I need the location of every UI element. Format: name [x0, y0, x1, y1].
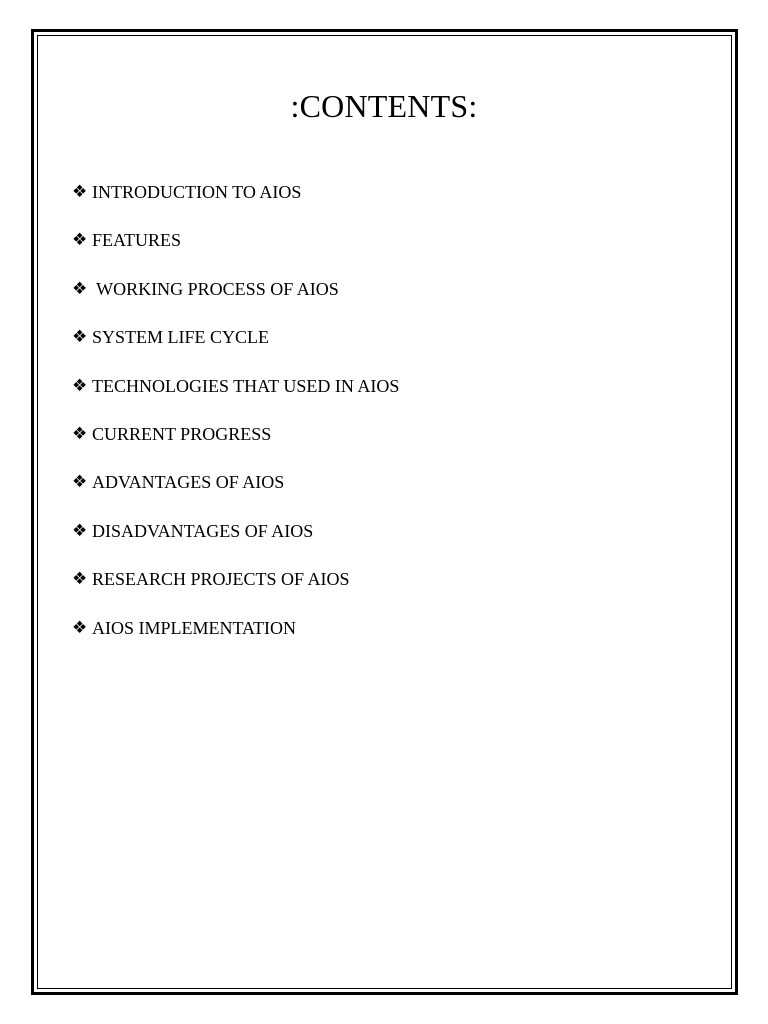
- list-item-label: FEATURES: [92, 230, 182, 251]
- four-diamond-bullet-icon: ❖: [72, 617, 88, 638]
- four-diamond-bullet-icon: ❖: [72, 569, 88, 590]
- contents-list: [72, 180, 399, 664]
- list-item-label: DISADVANTAGES OF AIOS: [92, 520, 314, 541]
- four-diamond-bullet-icon: ❖: [72, 278, 88, 299]
- list-item-label: INTRODUCTION TO AIOS: [92, 182, 302, 202]
- four-diamond-bullet-icon: ❖: [72, 230, 88, 251]
- list-item-label: AIOS IMPLEMENTATION: [92, 617, 297, 638]
- list-item: [72, 567, 399, 615]
- four-diamond-bullet-icon: ❖: [72, 375, 88, 396]
- four-diamond-bullet-icon: ❖: [72, 327, 88, 348]
- list-item: [72, 180, 399, 228]
- four-diamond-bullet-icon: ❖: [72, 472, 88, 493]
- four-diamond-bullet-icon: ❖: [72, 182, 88, 202]
- list-item: [72, 228, 399, 276]
- four-diamond-bullet-icon: ❖: [72, 423, 88, 444]
- list-item-label: RESEARCH PROJECTS OF AIOS: [92, 569, 350, 590]
- four-diamond-bullet-icon: ❖: [72, 520, 88, 541]
- list-item-label: ADVANTAGES OF AIOS: [92, 472, 285, 493]
- list-item: [72, 616, 399, 664]
- list-item-label: SYSTEM LIFE CYCLE: [92, 327, 270, 348]
- list-item: [72, 422, 399, 470]
- list-item-label: TECHNOLOGIES THAT USED IN AIOS: [92, 375, 400, 396]
- list-item-label: CURRENT PROGRESS: [92, 423, 272, 444]
- list-item-label: WORKING PROCESS OF AIOS: [92, 278, 339, 299]
- list-item: [72, 325, 399, 373]
- list-item: [72, 277, 399, 325]
- list-item: [72, 374, 399, 422]
- list-item: [72, 470, 399, 518]
- page-title: :CONTENTS:: [290, 88, 478, 124]
- list-item: [72, 519, 399, 567]
